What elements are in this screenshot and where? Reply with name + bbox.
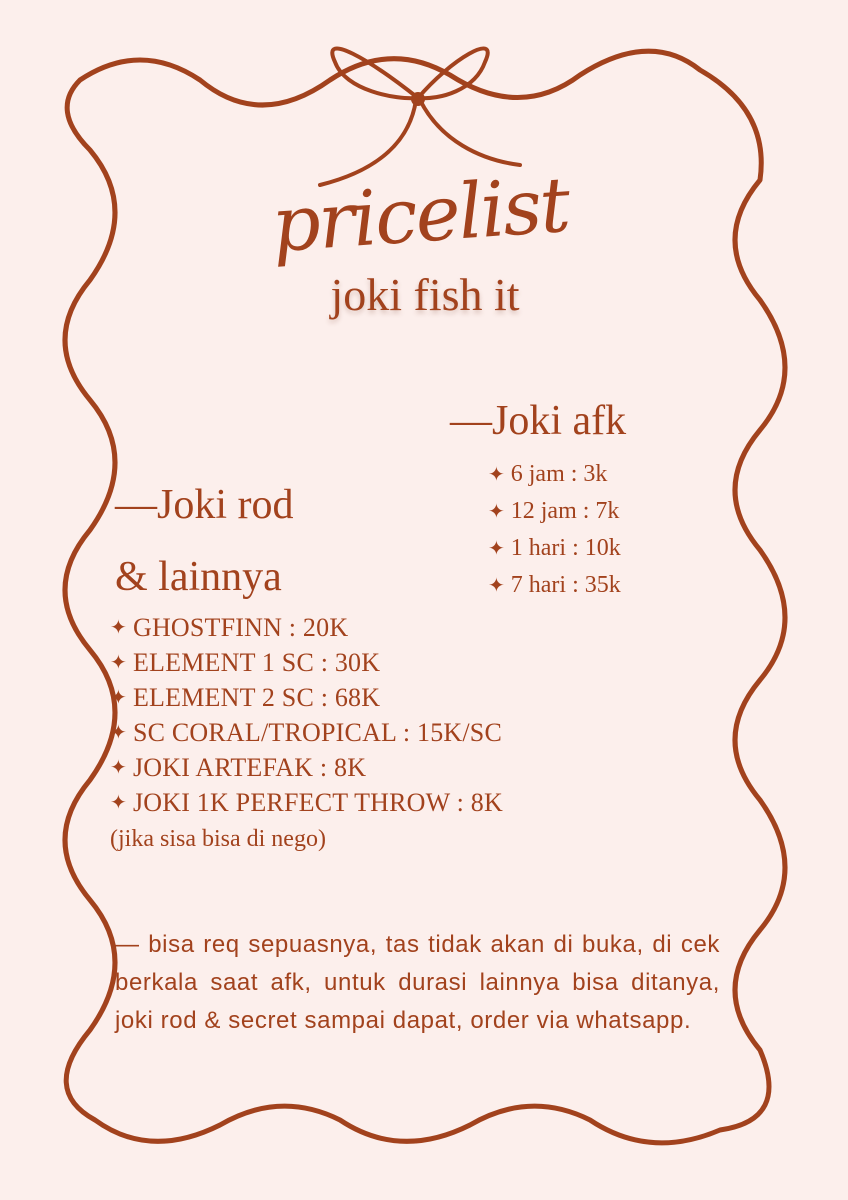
list-item: ✦ ELEMENT 2 SC : 68K	[110, 680, 503, 715]
footer-notes: — bisa req sepuasnya, tas tidak akan di buka, di cek berkala saat afk, untuk durasi lainnya bisa ditanya, joki rod & secret sampai dapat, order via whatsapp.	[115, 931, 720, 1034]
sparkle-icon: ✦	[110, 685, 127, 709]
title-script: pricelist	[268, 159, 572, 270]
negotiation-note: (jika sisa bisa di nego)	[110, 826, 326, 852]
list-item: ✦ 6 jam : 3k	[488, 456, 621, 493]
sparkle-icon: ✦	[488, 573, 505, 597]
sparkle-icon: ✦	[488, 462, 505, 486]
afk-price-list	[488, 456, 621, 604]
sparkle-icon: ✦	[110, 720, 127, 744]
sparkle-icon: ✦	[110, 650, 127, 674]
sparkle-icon: ✦	[488, 499, 505, 523]
list-item: ✦ 1 hari : 10k	[488, 530, 621, 567]
rod-price-list	[110, 610, 503, 820]
sparkle-icon: ✦	[110, 790, 127, 814]
title-subtitle: joki fish it	[330, 269, 520, 320]
list-item: ✦ GHOSTFINN : 20K	[110, 610, 503, 645]
list-item: ✦ 12 jam : 7k	[488, 493, 621, 530]
rod-heading-line1: —Joki rod	[115, 482, 294, 528]
sparkle-icon: ✦	[488, 536, 505, 560]
list-item: ✦ JOKI ARTEFAK : 8K	[110, 750, 503, 785]
rod-heading-line2: & lainnya	[115, 554, 282, 600]
list-item: ✦ JOKI 1K PERFECT THROW : 8K	[110, 785, 503, 820]
list-item: ✦ 7 hari : 35k	[488, 567, 621, 604]
sparkle-icon: ✦	[110, 615, 127, 639]
list-item: ✦ ELEMENT 1 SC : 30K	[110, 645, 503, 680]
list-item: ✦ SC CORAL/TROPICAL : 15K/SC	[110, 715, 503, 750]
sparkle-icon: ✦	[110, 755, 127, 779]
afk-heading: —Joki afk	[450, 398, 627, 444]
